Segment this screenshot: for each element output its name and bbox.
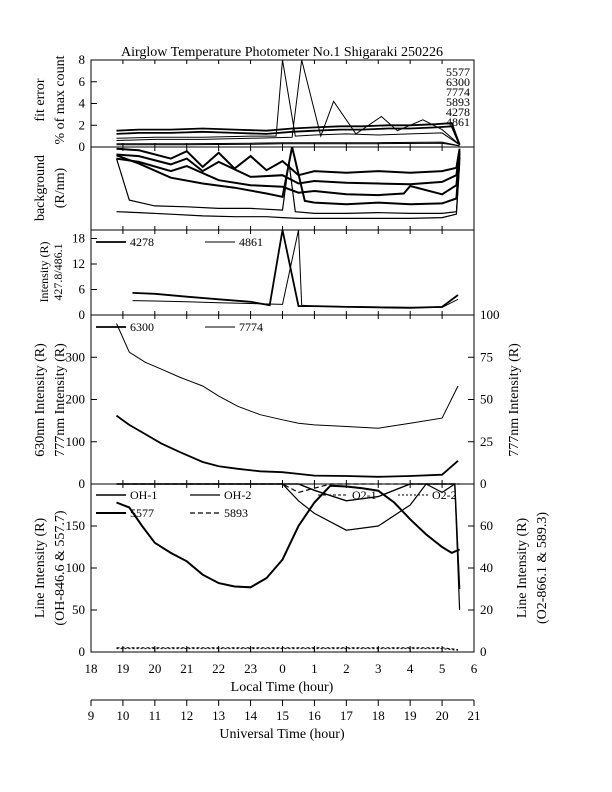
plot-area xyxy=(33,52,550,723)
y-tick-label: 8 xyxy=(78,52,85,67)
universal-time-tick-label: 10 xyxy=(116,708,130,723)
universal-time-tick-label: 18 xyxy=(371,708,385,723)
universal-time-tick-label: 9 xyxy=(87,708,95,723)
legend-label: O2-1 xyxy=(352,488,377,502)
series-line-4278 xyxy=(133,230,459,308)
y2-tick-label: 50 xyxy=(480,391,493,407)
universal-time-tick-label: 19 xyxy=(403,708,417,723)
y-tick-label: 6 xyxy=(78,281,85,297)
local-time-tick-label: 0 xyxy=(279,661,286,676)
y-tick-label: 100 xyxy=(65,560,85,575)
legend-label: OH-1 xyxy=(130,488,158,502)
universal-time-tick-label: 12 xyxy=(180,708,194,723)
legend-label: 4278 xyxy=(130,235,154,249)
y-tick-label: 0 xyxy=(78,644,85,659)
legend-label: 7774 xyxy=(239,320,263,334)
local-time-tick-label: 19 xyxy=(116,661,130,676)
universal-time-axis-label: Universal Time (hour) xyxy=(219,727,345,742)
legend-label: 5577 xyxy=(130,506,154,520)
series-line-6300 xyxy=(117,416,459,477)
y-tick-label: 0 xyxy=(78,139,85,154)
y2-axis-label: 777nm Intensity (R) xyxy=(507,343,522,457)
y-axis-label-secondary: (OH-846.6 & 557.7) xyxy=(53,510,68,626)
y2-tick-label: 40 xyxy=(480,560,493,575)
series-line-7774 xyxy=(117,324,459,429)
universal-time-tick-label: 13 xyxy=(212,708,226,723)
y2-tick-label: 0 xyxy=(480,476,487,491)
y-axis-label: background xyxy=(33,154,48,222)
y-axis-label-secondary: (R/nm) xyxy=(53,167,68,209)
legend-label: 5893 xyxy=(224,506,248,520)
series-line-bg-4 xyxy=(117,147,460,204)
y2-tick-label: 20 xyxy=(480,602,493,617)
universal-time-tick-label: 14 xyxy=(244,708,258,723)
y-axis-label-secondary: 427.8/486.1 xyxy=(51,243,65,301)
series-line-o2-2 xyxy=(117,649,459,651)
universal-time-tick-label: 11 xyxy=(148,708,162,723)
universal-time-tick-label: 15 xyxy=(276,708,289,723)
series-line-oh-1 xyxy=(117,484,460,589)
series-label: 5577 xyxy=(446,65,470,79)
local-time-axis-label: Local Time (hour) xyxy=(230,680,334,695)
legend-label: OH-2 xyxy=(224,488,252,502)
y-tick-label: 12 xyxy=(72,256,85,271)
local-time-tick-label: 23 xyxy=(244,661,258,676)
y-axis-label-secondary: 777nm Intensity (R) xyxy=(53,343,68,457)
series-line-o2-1 xyxy=(117,648,459,650)
universal-time-tick-label: 20 xyxy=(435,708,449,723)
series-label: 7774 xyxy=(446,85,470,99)
series-label: 5893 xyxy=(446,95,470,109)
y-tick-label: 2 xyxy=(78,117,85,133)
y2-tick-label: 60 xyxy=(480,518,493,533)
chart-title: Airglow Temperature Photometer No.1 Shigaraki 250226 xyxy=(121,45,443,60)
series-line-bg-3 xyxy=(117,154,460,196)
y-axis-label: Intensity (R) xyxy=(37,241,51,303)
local-time-tick-label: 4 xyxy=(406,661,414,676)
y-tick-label: 18 xyxy=(72,230,85,246)
series-label: 4861 xyxy=(446,115,470,129)
y2-tick-label: 100 xyxy=(480,307,500,322)
local-time-tick-label: 5 xyxy=(438,661,446,676)
universal-time-tick-label: 16 xyxy=(307,708,321,723)
local-time-tick-label: 2 xyxy=(343,661,350,676)
y-tick-label: 200 xyxy=(65,391,85,407)
universal-time-tick-label: 21 xyxy=(467,708,481,723)
local-time-tick-label: 21 xyxy=(180,661,194,676)
y2-axis-label-secondary: (O2-866.1 & 589.3) xyxy=(535,512,550,624)
y-tick-label: 100 xyxy=(65,433,85,449)
legend-label: 6300 xyxy=(130,320,154,334)
series-line-5577 xyxy=(117,486,460,588)
local-time-tick-label: 3 xyxy=(375,661,382,676)
legend-label: O2-2 xyxy=(432,488,457,502)
y2-tick-label: 25 xyxy=(480,433,493,449)
y-tick-label: 300 xyxy=(65,349,85,365)
series-label: 4278 xyxy=(446,105,470,119)
local-time-tick-label: 1 xyxy=(311,661,318,676)
y-axis-label: fit error xyxy=(33,78,48,122)
y2-tick-label: 0 xyxy=(480,644,487,659)
y2-axis-label: Line Intensity (R) xyxy=(515,517,530,619)
local-time-tick-label: 18 xyxy=(84,661,98,676)
y-tick-label: 4 xyxy=(78,95,85,111)
y-tick-label: 150 xyxy=(65,518,85,533)
y-tick-label: 0 xyxy=(78,307,85,322)
y-axis-label: 630nm Intensity (R) xyxy=(33,343,48,457)
local-time-tick-label: 22 xyxy=(212,661,226,676)
legend-label: 4861 xyxy=(239,235,263,249)
series-label: 6300 xyxy=(446,75,470,89)
local-time-tick-label: 20 xyxy=(148,661,162,676)
y-tick-label: 50 xyxy=(72,602,85,617)
y-axis-label-secondary: % of max count xyxy=(53,55,68,145)
y-axis-label: Line Intensity (R) xyxy=(33,517,48,619)
y-tick-label: 6 xyxy=(78,73,85,89)
universal-time-tick-label: 17 xyxy=(339,708,353,723)
panel-frame xyxy=(91,315,474,484)
y2-tick-label: 75 xyxy=(480,349,493,365)
y-tick-label: 0 xyxy=(78,476,85,491)
local-time-tick-label: 6 xyxy=(470,661,478,676)
